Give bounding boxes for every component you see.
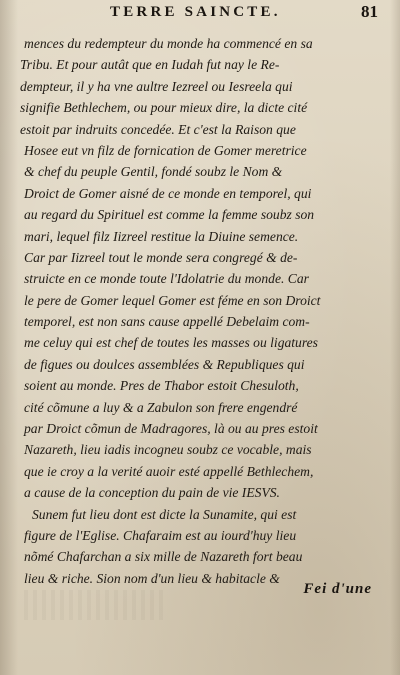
text-line: mences du redempteur du monde ha commencé en sa: [24, 36, 313, 51]
text-line: Hosee eut vn filz de fornication de Gomer meretrice: [24, 142, 307, 158]
text-line: lieu & riche. Sion nom d'un lieu & habitacle &: [24, 570, 280, 586]
text-line: le pere de Gomer lequel Gomer est féme en son Droict: [24, 292, 321, 308]
text-line: au regard du Spirituel est comme la femme soubz son: [24, 207, 315, 223]
text-line: Droict de Gomer aisné de ce monde en temporel, qui: [24, 185, 312, 201]
text-line: Car par Iizreel tout le monde sera congregé & de-: [24, 249, 298, 265]
catchword: Fei d'une: [303, 581, 372, 597]
text-line: nõmé Chafarchan a six mille de Nazareth fort beau: [24, 549, 303, 565]
text-line: que ie croy a la verité auoir esté appellé Bethlechem,: [24, 463, 314, 479]
show-through-ink: [24, 590, 164, 620]
text-line: estoit par indruits concedée. Et c'est la Raison que: [20, 121, 296, 137]
text-line: par Droict cõmun de Madragores, là ou au pres estoit: [24, 421, 318, 437]
text-line: Nazareth, lieu iadis incogneu soubz ce vocable, mais: [24, 442, 312, 458]
text-line: Sunem fut lieu dont est dicte la Sunamite, qui est: [32, 506, 297, 522]
text-line: temporel, est non sans cause appellé Debelaim com-: [24, 314, 310, 330]
text-line: a cause de la conception du pain de vie IESVS.: [24, 485, 280, 501]
text-line: Tribu. Et pour autât que en Iudah fut nay le Re-: [20, 57, 280, 73]
text-line: mari, lequel filz Iizreel restitue la Diuine semence.: [24, 228, 299, 244]
text-line: figure de l'Eglise. Chafaraim est au iourd'huy lieu: [24, 527, 297, 543]
body-text: [16, 33, 378, 589]
text-line: dempteur, il y ha vne aultre Iezreel ou Iesreela qui: [20, 78, 293, 94]
text-line: struicte en ce monde toute l'Idolatrie du monde. Car: [24, 271, 309, 287]
text-line: soient au monde. Pres de Thabor estoit Chesuloth,: [24, 378, 299, 394]
text-line: de figues ou doulces assemblées & Republiques qui: [24, 356, 305, 372]
page-number: 81: [361, 2, 378, 21]
text-line: me celuy qui est chef de toutes les masses ou ligatures: [24, 335, 318, 351]
running-title: TERRE SAINCTE.: [110, 4, 281, 20]
text-line: & chef du peuple Gentil, fondé soubz le Nom &: [24, 164, 283, 180]
text-line: cité cõmune a luy & a Zabulon son frere engendré: [24, 399, 298, 415]
text-line: signifie Bethlechem, ou pour mieux dire, la dicte cité: [20, 100, 308, 116]
